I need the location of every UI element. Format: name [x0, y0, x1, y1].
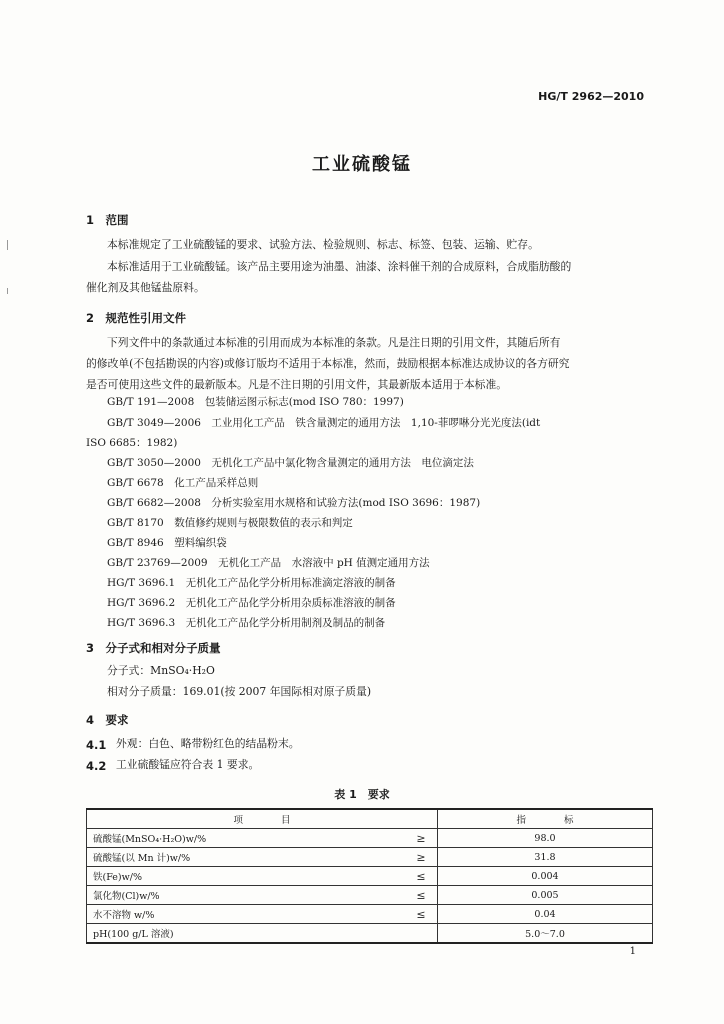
- row-item: pH(100 g/L 溶液): [87, 924, 406, 944]
- reference-item: HG/T 3696.1 无机化工产品化学分析用标准滴定溶液的制备: [107, 577, 396, 589]
- column-header-item: 项 目: [87, 809, 438, 829]
- table-row: [87, 848, 653, 867]
- section-2-heading: 2 规范性引用文件: [86, 311, 187, 325]
- row-comparator: ≤: [405, 867, 438, 886]
- molecular-mass: 相对分子质量：169.01(按 2007 年国际相对原子质量): [107, 685, 372, 698]
- table-row: [87, 829, 653, 848]
- reference-item: GB/T 3049—2006 工业用化工产品 铁含量测定的通用方法 1,10-菲啰啉分光光度法(idt: [107, 417, 541, 429]
- section-2-para-line-3: 是否可使用这些文件的最新版本。凡是不注日期的引用文件，其最新版本适用于本标准。: [86, 378, 508, 391]
- row-comparator: ≤: [405, 886, 438, 905]
- reference-item: GB/T 191—2008 包装储运图示标志(mod ISO 780：1997): [107, 396, 404, 408]
- section-2-para-line-1: 下列文件中的条款通过本标准的引用而成为本标准的条款。凡是注日期的引用文件，其随后所有: [107, 336, 561, 349]
- clause-4-1-text: 外观：白色、略带粉红色的结晶粉末。: [116, 737, 300, 750]
- row-value: 0.005: [438, 886, 653, 905]
- section-3-heading: 3 分子式和相对分子质量: [86, 641, 221, 655]
- clause-4-2-text: 工业硫酸锰应符合表 1 要求。: [116, 758, 260, 771]
- reference-item: HG/T 3696.2 无机化工产品化学分析用杂质标准溶液的制备: [107, 597, 396, 609]
- scan-margin-mark: [7, 288, 8, 294]
- reference-item: GB/T 8946 塑料编织袋: [107, 537, 227, 549]
- row-comparator: ≤: [405, 905, 438, 924]
- section-1-para-1: 本标准规定了工业硫酸锰的要求、试验方法、检验规则、标志、标签、包装、运输、贮存。: [107, 238, 539, 251]
- standard-code: HG/T 2962—2010: [538, 90, 644, 103]
- section-1-heading: 1 范围: [86, 213, 129, 227]
- row-item: 氯化物(Cl)w/%: [87, 886, 406, 905]
- table-row: [87, 924, 653, 944]
- row-value: 0.004: [438, 867, 653, 886]
- reference-item-cont: ISO 6685：1982): [86, 437, 178, 449]
- section-1-para-2: 本标准适用于工业硫酸锰。该产品主要用途为油墨、油漆、涂料催干剂的合成原料，合成脂肪酸的: [107, 260, 572, 273]
- row-comparator: ≥: [405, 848, 438, 867]
- row-comparator: ≥: [405, 829, 438, 848]
- clause-4-2-number: 4.2: [86, 759, 107, 773]
- section-1-para-2-cont: 催化剂及其他锰盐原料。: [86, 281, 205, 294]
- requirements-table: [86, 808, 653, 944]
- table-header-row: [87, 809, 653, 829]
- row-value: 5.0～7.0: [438, 924, 653, 944]
- page-number: 1: [629, 946, 636, 957]
- table-row: [87, 867, 653, 886]
- row-item: 硫酸锰(以 Mn 计)w/%: [87, 848, 406, 867]
- reference-item: GB/T 6682—2008 分析实验室用水规格和试验方法(mod ISO 3696：1987): [107, 497, 481, 509]
- column-header-spec: 指 标: [438, 809, 653, 829]
- table-caption: 表 1 要求: [334, 788, 390, 801]
- reference-item: HG/T 3696.3 无机化工产品化学分析用制剂及制品的制备: [107, 617, 386, 629]
- row-item: 硫酸锰(MnSO₄·H₂O)w/%: [87, 829, 406, 848]
- molecular-formula: 分子式：MnSO₄·H₂O: [107, 664, 215, 677]
- section-4-heading: 4 要求: [86, 713, 129, 727]
- clause-4-1-number: 4.1: [86, 738, 107, 752]
- reference-item: GB/T 6678 化工产品采样总则: [107, 477, 259, 489]
- document-title: 工业硫酸锰: [312, 154, 412, 175]
- row-value: 98.0: [438, 829, 653, 848]
- scan-margin-mark: [7, 240, 8, 250]
- section-2-para-line-2: 的修改单(不包括勘误的内容)或修订版均不适用于本标准，然而，鼓励根据本标准达成协议的各方研究: [86, 357, 570, 370]
- row-value: 0.04: [438, 905, 653, 924]
- row-item: 铁(Fe)w/%: [87, 867, 406, 886]
- table-row: [87, 905, 653, 924]
- reference-item: GB/T 8170 数值修约规则与极限数值的表示和判定: [107, 517, 353, 529]
- row-item: 水不溶物 w/%: [87, 905, 406, 924]
- reference-item: GB/T 23769—2009 无机化工产品 水溶液中 pH 值测定通用方法: [107, 557, 430, 569]
- reference-item: GB/T 3050—2000 无机化工产品中氯化物含量测定的通用方法 电位滴定法: [107, 457, 474, 469]
- row-comparator: [405, 924, 438, 944]
- table-row: [87, 886, 653, 905]
- row-value: 31.8: [438, 848, 653, 867]
